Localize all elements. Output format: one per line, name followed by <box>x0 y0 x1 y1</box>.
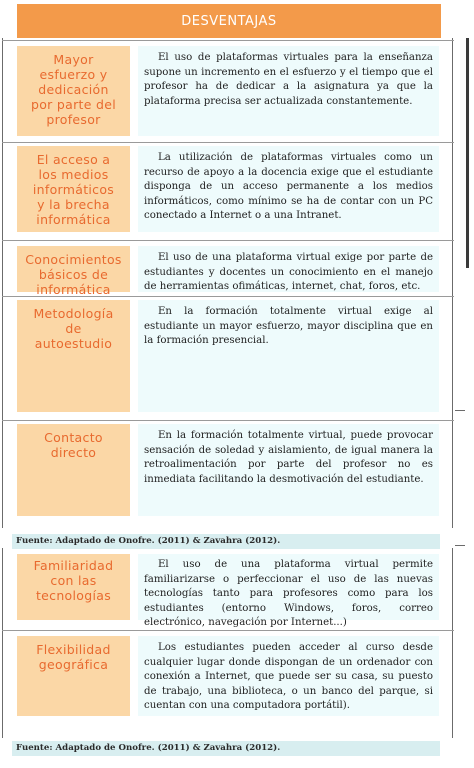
scrollbar-thumb[interactable] <box>466 38 469 268</box>
row-separator <box>2 240 454 241</box>
row-separator <box>2 142 454 143</box>
row-label-flexibility: Flexibilidad geográfica <box>17 636 130 716</box>
row-label-methodology: Metodología de autoestudio <box>17 300 130 412</box>
row-separator <box>2 420 454 421</box>
row-description-flexibility: Los estudiantes pueden acceder al curso desde cualquier lugar donde dispongan de un ordenador con conexión a Internet, que puede ser su casa, su puesto de trabajo, una biblioteca, o un banco del parque, si cuentan con una computadora portátil). <box>138 636 439 716</box>
source-note: Fuente: Adaptado de Onofre. (2011) & Zavahra (2012). <box>12 741 440 756</box>
row-label-effort: Mayor esfuerzo y dedicación por parte del profesor <box>17 46 130 136</box>
row-description-effort: El uso de plataformas virtuales para la enseñanza supone un incremento en el esfuerzo y el tiempo que el profesor ha de dedicar a la asignatura ya que la plataforma precisa ser actualizada constantemente. <box>138 46 439 136</box>
row-label-access: El acceso a los medios informáticos y la brecha informática <box>17 146 130 232</box>
row-description-access: La utilización de plataformas virtuales como un recurso de apoyo a la docencia exige que el estudiante disponga de un acceso permanente a los medios informáticos, como mínimo se ha de contar con un PC conectado a Internet o a una Intranet. <box>138 146 439 232</box>
right-border-line-2 <box>452 548 453 738</box>
row-description-knowledge: El uso de una plataforma virtual exige por parte de estudiantes y docentes un conocimiento en el manejo de herramientas ofimáticas, internet, chat, foros, etc. <box>138 246 439 292</box>
row-description-familiarity: El uso de una plataforma virtual permite familiarizarse o perfeccionar el uso de las nuevas tecnologías tanto para profesores como para los estudiantes (entorno Windows, foros, correo electrónico, navegación por Internet...) <box>138 554 439 620</box>
row-label-knowledge: Conocimientos básicos de informática <box>17 246 130 292</box>
row-label-familiarity: Familiaridad con las tecnologías <box>17 554 130 620</box>
row-separator <box>2 40 454 41</box>
row-description-contact: En la formación totalmente virtual, puede provocar sensación de soledad y aislamiento, de igual manera la retroalimentación por parte del profesor no es inmediata facilitando la desmotivación del estudiante. <box>138 424 439 516</box>
right-border-line <box>452 38 453 528</box>
row-label-contact: Contacto directo <box>17 424 130 516</box>
row-description-methodology: En la formación totalmente virtual exige al estudiante un mayor esfuerzo, mayor disciplina que en la formación presencial. <box>138 300 439 412</box>
source-note: Fuente: Adaptado de Onofre. (2011) & Zavahra (2012). <box>12 534 440 549</box>
scrollbar-mark <box>455 410 465 411</box>
disadvantages-header: DESVENTAJAS <box>17 4 441 38</box>
left-border-line <box>2 38 3 528</box>
left-border-line-2 <box>2 548 3 738</box>
scrollbar-mark <box>455 545 465 546</box>
